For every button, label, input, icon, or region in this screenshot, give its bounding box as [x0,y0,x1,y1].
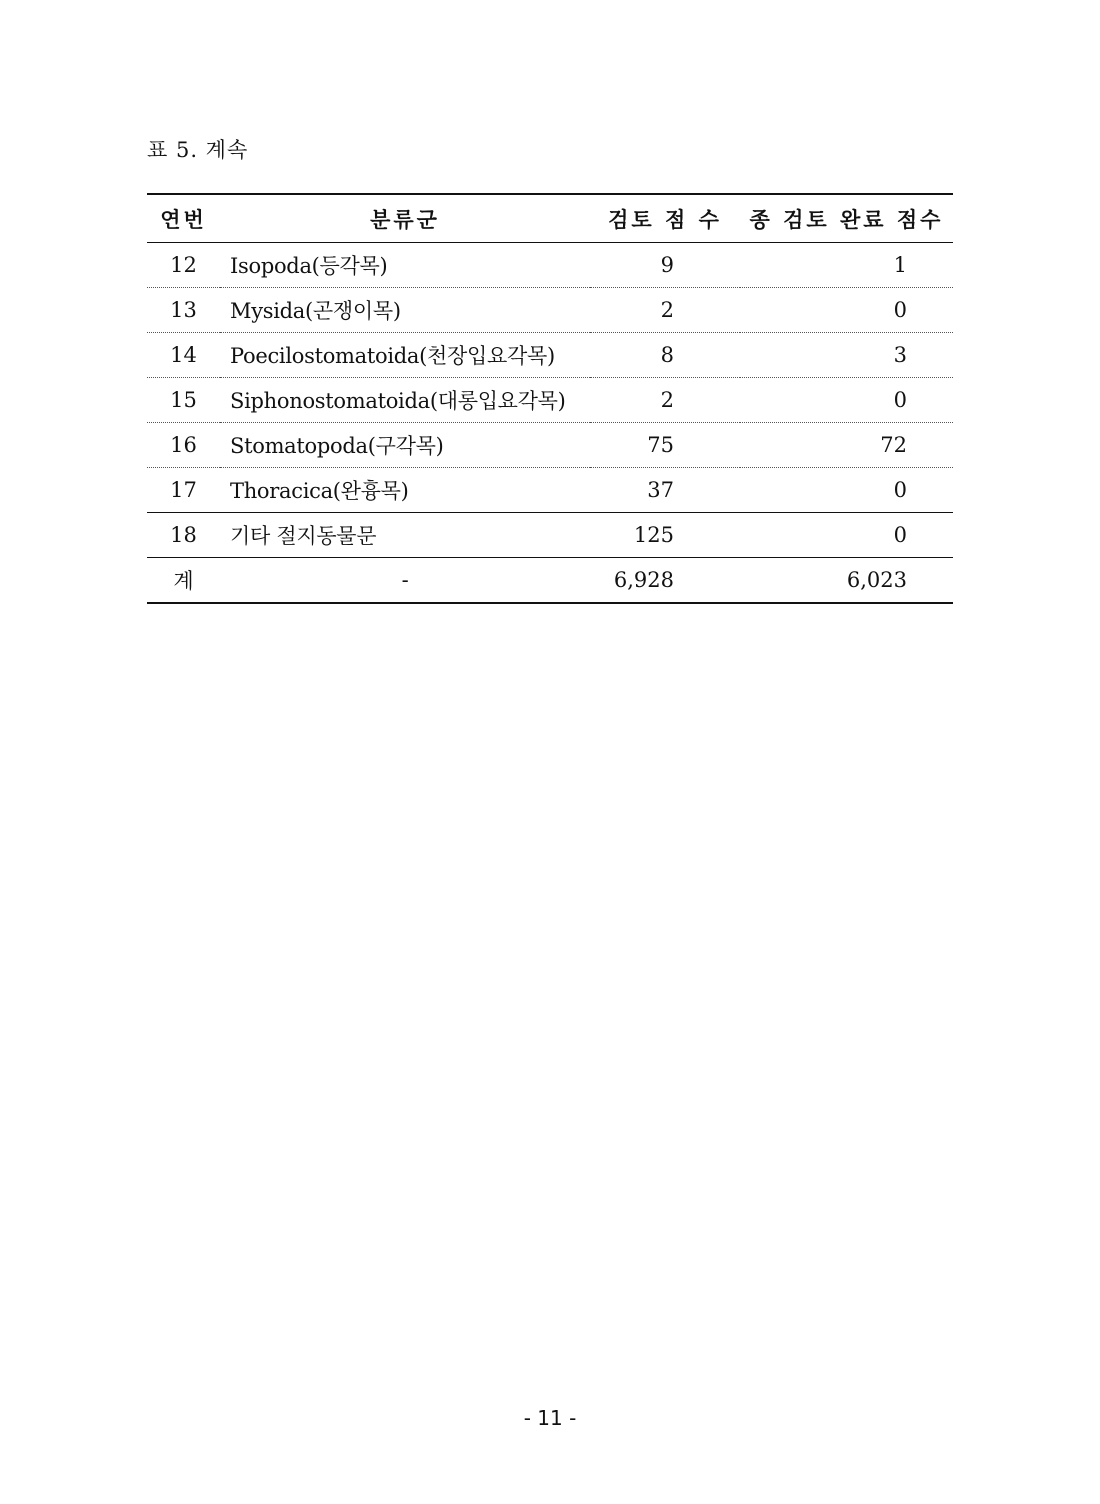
row-completed-count: 0 [893,388,907,412]
row-number: 12 [170,253,197,277]
row-completed-count: 1 [893,253,907,277]
row-taxon: Thoracica(완흉목) [230,479,409,503]
total-row [147,558,953,604]
row-completed-count: 0 [893,298,907,322]
total-taxon-dash: - [401,568,409,592]
row-number: 15 [170,388,197,412]
table-row [147,243,953,288]
row-taxon: Stomatopoda(구각목) [230,434,444,458]
row-number: 17 [170,478,197,502]
row-reviewed-count: 37 [647,478,674,502]
row-taxon: Siphonostomatoida(대롱입요각목) [230,389,566,413]
row-reviewed-count: 8 [660,343,674,367]
table-caption: 표 5. 계속 [147,138,249,162]
row-completed-count: 72 [880,433,907,457]
table-row [147,468,953,513]
page-number: - 11 - [523,1406,577,1430]
row-completed-count: 0 [893,478,907,502]
row-reviewed-count: 2 [660,388,674,412]
row-number: 16 [170,433,197,457]
row-reviewed-count: 75 [647,433,674,457]
taxon-review-table [147,193,953,604]
table-row [147,423,953,468]
total-completed-count: 6,023 [846,568,907,592]
total-reviewed-count: 6,928 [613,568,674,592]
header-taxon: 분류군 [370,207,440,232]
row-reviewed-count: 9 [660,253,674,277]
total-label: 계 [173,569,194,593]
header-no: 연번 [160,207,207,232]
table-header [147,194,953,243]
table-row [147,378,953,423]
row-number: 13 [170,298,197,322]
table-row [147,333,953,378]
row-taxon: Poecilostomatoida(천장입요각목) [230,344,555,368]
taxon-review-table-container [147,193,953,604]
table-body [147,243,953,604]
row-reviewed-count: 125 [633,523,674,547]
row-taxon: Mysida(곤쟁이목) [230,299,401,323]
row-taxon: Isopoda(등각목) [230,254,388,278]
row-reviewed-count: 2 [660,298,674,322]
table-row [147,288,953,333]
row-number: 14 [170,343,197,367]
header-completed-count: 종 검토 완료 점수 [749,207,944,232]
row-completed-count: 3 [893,343,907,367]
row-number: 18 [170,523,197,547]
row-taxon: 기타 절지동물문 [230,524,377,548]
header-row [147,194,953,243]
table-row [147,513,953,558]
header-reviewed-count: 검토 점 수 [608,207,722,232]
row-completed-count: 0 [893,523,907,547]
